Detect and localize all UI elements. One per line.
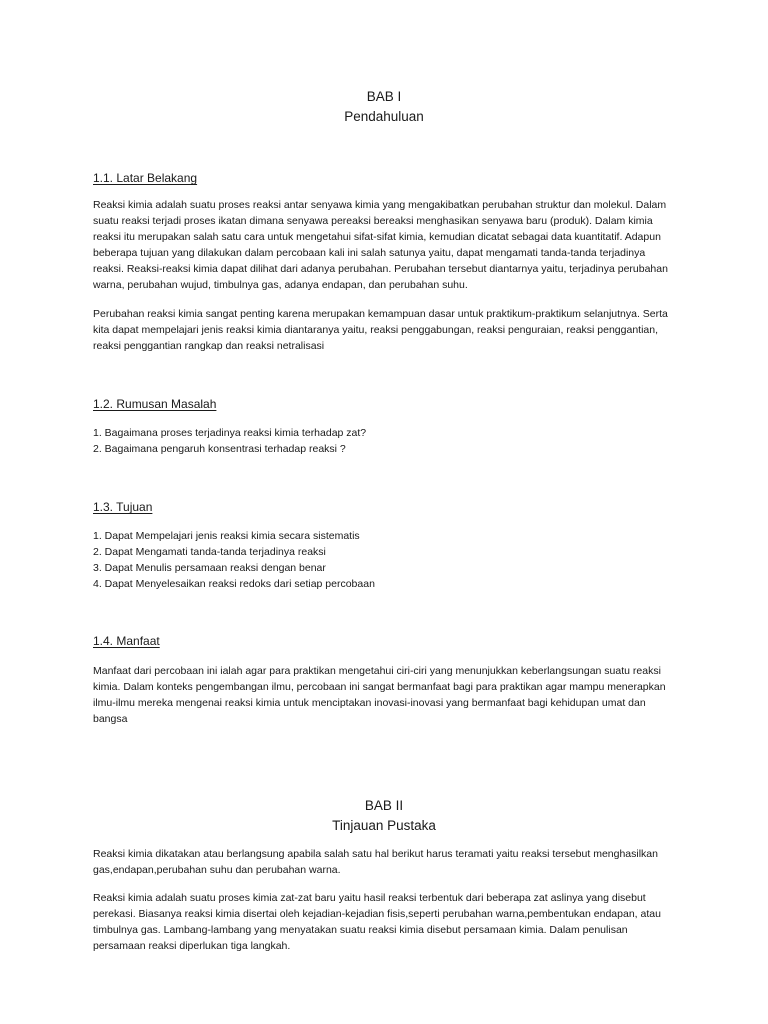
- section-manfaat-heading: 1.4. Manfaat: [93, 634, 160, 648]
- manfaat-paragraph: Manfaat dari percobaan ini ialah agar para praktikan mengetahui ciri-ciri yang menunjukkan keberlangsungan suatu reaksi kimia. Dalam konteks pengembangan ilmu, percobaan ini sangat bermanfaat bagi para praktikan agar mampu menerapkan ilmu-ilmu mereka mengenai reaksi kimia untuk menciptakan inovasi-inovasi yang bermanfaat bagi kehidupan umat dan bangsa: [93, 665, 666, 725]
- rumusan-masalah-list: [93, 425, 678, 457]
- section-tujuan-heading: 1.3. Tujuan: [93, 500, 153, 514]
- chapter-2-subtitle: Tinjauan Pustaka: [332, 818, 436, 833]
- list-item: 1. Dapat Mempelajari jenis reaksi kimia secara sistematis: [93, 530, 360, 542]
- section-latar-belakang-heading: 1.1. Latar Belakang: [93, 171, 198, 185]
- chapter-1-subtitle: Pendahuluan: [344, 109, 424, 124]
- list-item: 1. Bagaimana proses terjadinya reaksi kimia terhadap zat?: [93, 427, 367, 439]
- tujuan-list: [93, 528, 678, 592]
- list-item: 3. Dapat Menulis persamaan reaksi dengan benar: [93, 562, 326, 574]
- list-item: 2. Dapat Mengamati tanda-tanda terjadinya reaksi: [93, 546, 326, 558]
- list-item: 2. Bagaimana pengaruh konsentrasi terhadap reaksi ?: [93, 443, 346, 455]
- chapter-1-title: BAB I: [366, 89, 402, 104]
- latar-belakang-paragraph-1: Reaksi kimia adalah suatu proses reaksi antar senyawa kimia yang mengakibatkan perubahan struktur dan molekul. Dalam suatu reaksi terjadi proses ikatan dimana senyawa pereaksi bereaksi menghasikan senyawa baru (produk). Dalam kimia reaksi itu merupakan salah satu cara untuk mengetahui sifat-sifat kimia, kemudian dicatat sebagai data kuantitatif. Adapun beberapa tujuan yang dilakukan dalam percobaan kali ini salah satunya yaitu, dapat mengamati tanda-tanda terjadinya reaksi. Reaksi-reaksi kimia dapat dilihat dari adanya perubahan. Perubahan tersebut diantarnya yaitu, terjadinya perubahan warna, perubahan wujud, timbulnya gas, adanya endapan, dan perubahan suhu.: [93, 199, 668, 291]
- latar-belakang-paragraph-2: Perubahan reaksi kimia sangat penting karena merupakan kemampuan dasar untuk praktikum-praktikum selanjutnya. Serta kita dapat mempelajari jenis reaksi kimia diantaranya yaitu, reaksi penggabungan, reaksi penguraian, reaksi penggantian, reaksi penggantian rangkap dan reaksi netralisasi: [93, 308, 668, 352]
- chapter-2-title: BAB II: [364, 798, 404, 813]
- section-rumusan-masalah-heading: 1.2. Rumusan Masalah: [93, 397, 217, 411]
- list-item: 4. Dapat Menyelesaikan reaksi redoks dari setiap percobaan: [93, 578, 375, 590]
- tinjauan-paragraph-2: Reaksi kimia adalah suatu proses kimia zat-zat baru yaitu hasil reaksi terbentuk dari beberapa zat aslinya yang disebut perekasi. Biasanya reaksi kimia disertai oleh kejadian-kejadian fisis,seperti perubahan warna,pembentukan endapan, atau timbulnya gas. Lambang-lambang yang menyatakan suatu reaksi kimia disebut persamaan kimia. Dalam penulisan persamaan reaksi diperlukan tiga langkah.: [93, 892, 661, 952]
- tinjauan-paragraph-1: Reaksi kimia dikatakan atau berlangsung apabila salah satu hal berikut harus teramati yaitu reaksi tersebut menghasilkan gas,endapan,perubahan suhu dan perubahan warna.: [93, 848, 658, 876]
